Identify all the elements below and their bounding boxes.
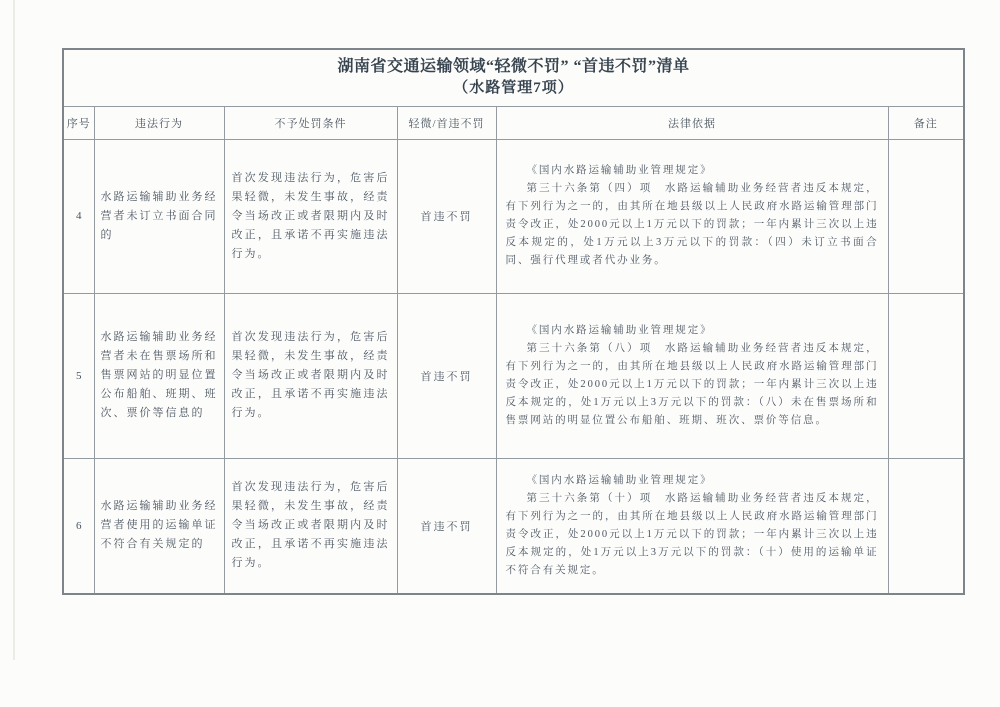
table-title-row [63,49,964,106]
row-number: 4 [63,139,94,293]
row-number: 6 [63,458,94,594]
remark-cell [888,293,964,458]
legal-basis-body: 第三十六条第（八）项 水路运输辅助业务经营者违反本规定，有下列行为之一的，由其所在地县级以上人民政府水路运输管理部门责令改正，处2000元以上1万元以下的罚款；一年内累计三次以上违反本规定的，处1万元以上3万元以下的罚款：（八）未在售票场所和售票网站的明显位置公布船舶、班期、班次、票价等信息。 [505,342,879,426]
table-row [63,139,964,293]
row-number: 5 [63,293,94,458]
legal-basis-cell [496,293,888,458]
col-header-legal-basis: 法律依据 [496,106,888,139]
col-header-violation: 违法行为 [94,106,224,139]
legal-basis-cell [496,139,888,293]
condition-cell: 首次发现违法行为，危害后果轻微，未发生事故，经责令当场改正或者限期内及时改正，且承诺不再实施违法行为。 [224,139,397,293]
table-header-row [63,106,964,139]
remark-cell [888,139,964,293]
table-row [63,458,964,594]
legal-basis-cell [496,458,888,594]
table-row [63,293,964,458]
document-title: 湖南省交通运输领域“轻微不罚” “首违不罚”清单 [337,57,690,75]
exemption-type-cell: 首违不罚 [397,458,496,594]
legal-basis-title: 《国内水路运输辅助业管理规定》 [526,165,713,176]
condition-cell: 首次发现违法行为，危害后果轻微，未发生事故，经责令当场改正或者限期内及时改正，且承诺不再实施违法行为。 [224,458,397,594]
condition-cell: 首次发现违法行为，危害后果轻微，未发生事故，经责令当场改正或者限期内及时改正，且承诺不再实施违法行为。 [224,293,397,458]
col-header-type: 轻微/首违不罚 [397,106,496,139]
violation-cell: 水路运输辅助业务经营者未在售票场所和售票网站的明显位置公布船舶、班期、班次、票价等信息的 [94,293,224,458]
scan-artifact-line [13,0,15,660]
table-title-cell [63,49,964,106]
legal-basis-title: 《国内水路运输辅助业管理规定》 [526,474,713,486]
document-subtitle: （水路管理7项） [453,79,574,96]
legal-basis-body: 第三十六条第（四）项 水路运输辅助业务经营者违反本规定，有下列行为之一的，由其所在地县级以上人民政府水路运输管理部门责令改正，处2000元以上1万元以下的罚款；一年内累计三次以上违反本规定的，处1万元以上3万元以下的罚款：（四）未订立书面合同、强行代理或者代办业务。 [505,183,879,266]
penalty-exemption-table [62,48,965,595]
violation-cell: 水路运输辅助业务经营者使用的运输单证不符合有关规定的 [94,458,224,594]
col-header-no: 序号 [63,106,94,139]
remark-cell [888,458,964,594]
legal-basis-body: 第三十六条第（十）项 水路运输辅助业务经营者违反本规定，有下列行为之一的，由其所在地县级以上人民政府水路运输管理部门责令改正，处2000元以上1万元以下的罚款；一年内累计三次以上违反本规定的，处1万元以上3万元以下的罚款：（十）使用的运输单证不符合有关规定。 [505,492,879,576]
violation-cell: 水路运输辅助业务经营者未订立书面合同的 [94,139,224,293]
exemption-type-cell: 首违不罚 [397,139,496,293]
col-header-condition: 不予处罚条件 [224,106,397,139]
legal-basis-title: 《国内水路运输辅助业管理规定》 [526,324,713,336]
col-header-remark: 备注 [888,106,964,139]
exemption-type-cell: 首违不罚 [397,293,496,458]
